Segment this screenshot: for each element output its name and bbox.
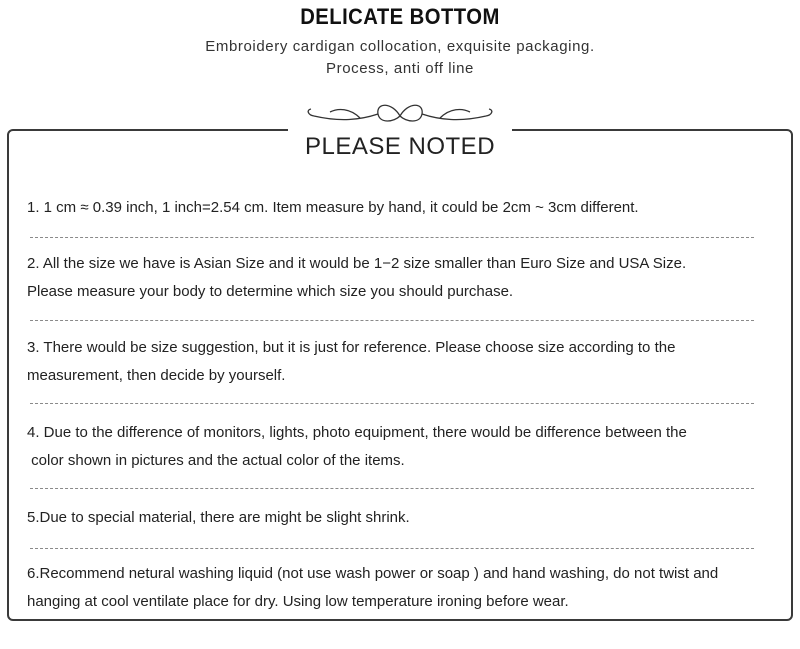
note-item-6: 6.Recommend netural washing liquid (not use wash power or soap ) and hand washing, do not twist and hanging at cool ventilate place for dry. Using low temperature ironing before wear. bbox=[27, 565, 719, 610]
note-item-3: 3. There would be size suggestion, but it is just for reference. Please choose size according to the measurement, then decide by yourself. bbox=[27, 339, 676, 384]
page-title: DELICATE BOTTOM bbox=[300, 4, 500, 29]
notice-heading: PLEASE NOTED bbox=[304, 133, 496, 160]
dashed-divider bbox=[30, 237, 754, 238]
note-item-4: 4. Due to the difference of monitors, lights, photo equipment, there would be difference between the color shown in pictures and the actual color of the items. bbox=[27, 424, 687, 469]
dashed-divider bbox=[30, 403, 754, 404]
note-item-2: 2. All the size we have is Asian Size and it would be 1−2 size smaller than Euro Size and USA Size. Please measure your body to determine which size you should purchase. bbox=[27, 255, 687, 300]
subtitle-line-2: Process, anti off line bbox=[326, 60, 474, 77]
dashed-divider bbox=[30, 320, 754, 321]
subtitle-line-1: Embroidery cardigan collocation, exquisite packaging. bbox=[205, 38, 595, 55]
note-item-5: 5.Due to special material, there are might be slight shrink. bbox=[27, 509, 410, 526]
dashed-divider bbox=[30, 548, 754, 549]
dashed-divider bbox=[30, 488, 754, 489]
note-item-1: 1. 1 cm ≈ 0.39 inch, 1 inch=2.54 cm. Item measure by hand, it could be 2cm ~ 3cm different. bbox=[27, 199, 639, 216]
